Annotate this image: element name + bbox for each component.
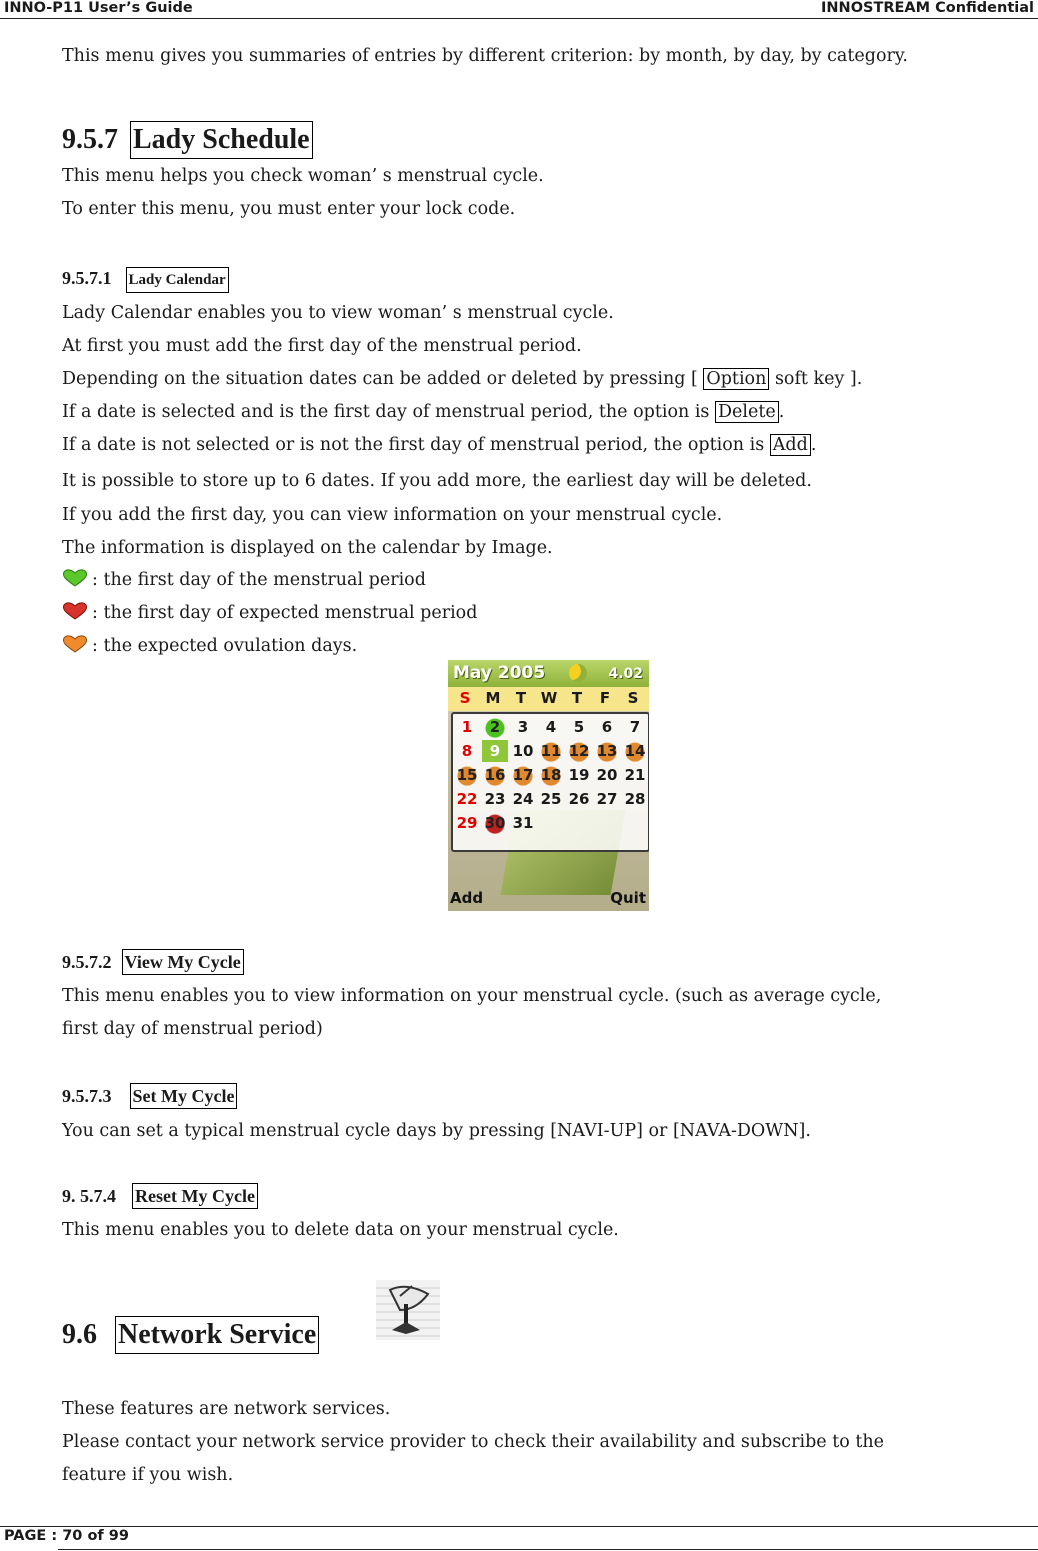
- red-heart-icon: [62, 602, 88, 620]
- calendar-day[interactable]: 23: [484, 790, 506, 808]
- calendar-day[interactable]: 25: [540, 790, 562, 808]
- calendar-grid: [451, 712, 649, 852]
- header-doc-title: INNO-P11 User’s Guide: [4, 0, 193, 16]
- weekday-label: F: [599, 689, 611, 707]
- section-heading-9-5-7-3: 9.5.7.3 Set My Cycle: [62, 1083, 237, 1109]
- paragraph: These features are network services.: [62, 1399, 391, 1419]
- footer-rule: [0, 1526, 1038, 1527]
- calendar-day[interactable]: 3: [517, 718, 529, 736]
- weekday-label: S: [627, 689, 639, 707]
- lady-calendar-screenshot: [448, 660, 649, 911]
- footer-rule: [58, 1549, 1038, 1550]
- satellite-dish-icon: [376, 1280, 440, 1340]
- calendar-day[interactable]: 18: [538, 764, 564, 786]
- calendar-day[interactable]: 20: [596, 766, 618, 784]
- paragraph: first day of menstrual period): [62, 1019, 323, 1039]
- add-soft-key[interactable]: Add: [450, 889, 484, 907]
- legend-item: : the first day of expected menstrual period: [62, 602, 477, 624]
- paragraph: This menu enables you to view information on your menstrual cycle. (such as average cycle,: [62, 986, 882, 1006]
- calendar-day[interactable]: 30: [482, 812, 508, 834]
- delete-option-label: Delete: [715, 401, 779, 423]
- calendar-month-title: May 2005: [453, 663, 546, 683]
- add-option-label: Add: [770, 434, 811, 456]
- paragraph: To enter this menu, you must enter your lock code.: [62, 199, 516, 219]
- intro-text: This menu gives you summaries of entries by different criterion: by month, by day, by category.: [62, 46, 908, 66]
- weekday-label: T: [515, 689, 527, 707]
- green-heart-icon: [62, 569, 88, 587]
- option-key-label: Option: [703, 368, 769, 390]
- paragraph: Lady Calendar enables you to view woman’ s menstrual cycle.: [62, 303, 614, 323]
- legend-item: : the expected ovulation days.: [62, 635, 357, 657]
- calendar-day[interactable]: 1: [461, 718, 473, 736]
- calendar-day[interactable]: 4: [545, 718, 557, 736]
- calendar-day[interactable]: 21: [624, 766, 646, 784]
- paragraph: You can set a typical menstrual cycle days by pressing [NAVI-UP] or [NAVA-DOWN].: [62, 1121, 811, 1141]
- page-header: [0, 0, 1038, 19]
- calendar-day[interactable]: 28: [624, 790, 646, 808]
- weekday-label: W: [540, 689, 558, 707]
- paragraph: This menu helps you check woman’ s menstrual cycle.: [62, 166, 544, 186]
- orange-heart-icon: [62, 635, 88, 653]
- calendar-day[interactable]: 17: [510, 764, 536, 786]
- calendar-day[interactable]: 12: [566, 740, 592, 762]
- paragraph: If you add the first day, you can view information on your menstrual cycle.: [62, 505, 723, 525]
- paragraph: It is possible to store up to 6 dates. If you add more, the earliest day will be deleted.: [62, 471, 812, 491]
- legend-item: : the first day of the menstrual period: [62, 569, 426, 591]
- calendar-value: 4.02: [608, 666, 643, 682]
- calendar-day[interactable]: 29: [456, 814, 478, 832]
- calendar-day[interactable]: 16: [482, 764, 508, 786]
- calendar-day[interactable]: 19: [568, 766, 590, 784]
- calendar-day[interactable]: 14: [622, 740, 648, 762]
- weekday-label: S: [459, 689, 471, 707]
- quit-soft-key[interactable]: Quit: [610, 889, 646, 907]
- section-heading-9-5-7: 9.5.7 Lady Schedule: [62, 121, 313, 159]
- paragraph: Depending on the situation dates can be added or deleted by pressing [ Option soft key ].: [62, 369, 863, 389]
- weekday-row: [448, 687, 649, 711]
- calendar-day[interactable]: 13: [594, 740, 620, 762]
- calendar-day[interactable]: 5: [573, 718, 585, 736]
- calendar-day[interactable]: 8: [461, 742, 473, 760]
- section-heading-9-5-7-2: 9.5.7.2 View My Cycle: [62, 949, 244, 975]
- calendar-day[interactable]: 2: [482, 716, 508, 738]
- calendar-day[interactable]: 15: [454, 764, 480, 786]
- paragraph: At first you must add the first day of the menstrual period.: [62, 336, 582, 356]
- header-confidential: INNOSTREAM Confidential: [821, 0, 1034, 16]
- paragraph: The information is displayed on the calendar by Image.: [62, 538, 553, 558]
- page-number: PAGE : 70 of 99: [4, 1528, 129, 1544]
- paragraph: This menu enables you to delete data on your menstrual cycle.: [62, 1220, 619, 1240]
- calendar-day[interactable]: 6: [601, 718, 613, 736]
- calendar-day-selected[interactable]: 9: [482, 740, 508, 762]
- calendar-day[interactable]: 24: [512, 790, 534, 808]
- calendar-day[interactable]: 7: [629, 718, 641, 736]
- section-heading-9-5-7-4: 9. 5.7.4 Reset My Cycle: [62, 1183, 258, 1209]
- calendar-day[interactable]: 11: [538, 740, 564, 762]
- calendar-day[interactable]: 27: [596, 790, 618, 808]
- paragraph: If a date is not selected or is not the first day of menstrual period, the option is Add .: [62, 435, 817, 455]
- paragraph: Please contact your network service provider to check their availability and subscribe to the: [62, 1432, 884, 1452]
- calendar-day[interactable]: 26: [568, 790, 590, 808]
- weekday-label: M: [485, 689, 501, 707]
- calendar-day[interactable]: 22: [456, 790, 478, 808]
- paragraph: If a date is selected and is the first day of menstrual period, the option is Delete .: [62, 402, 785, 422]
- section-heading-9-5-7-1: 9.5.7.1 Lady Calendar: [62, 266, 229, 293]
- paragraph: feature if you wish.: [62, 1465, 234, 1485]
- calendar-day[interactable]: 31: [512, 814, 534, 832]
- weekday-label: T: [571, 689, 583, 707]
- calendar-day[interactable]: 10: [512, 742, 534, 760]
- section-heading-9-6: 9.6 Network Service: [62, 1316, 319, 1354]
- moon-icon: [569, 664, 587, 682]
